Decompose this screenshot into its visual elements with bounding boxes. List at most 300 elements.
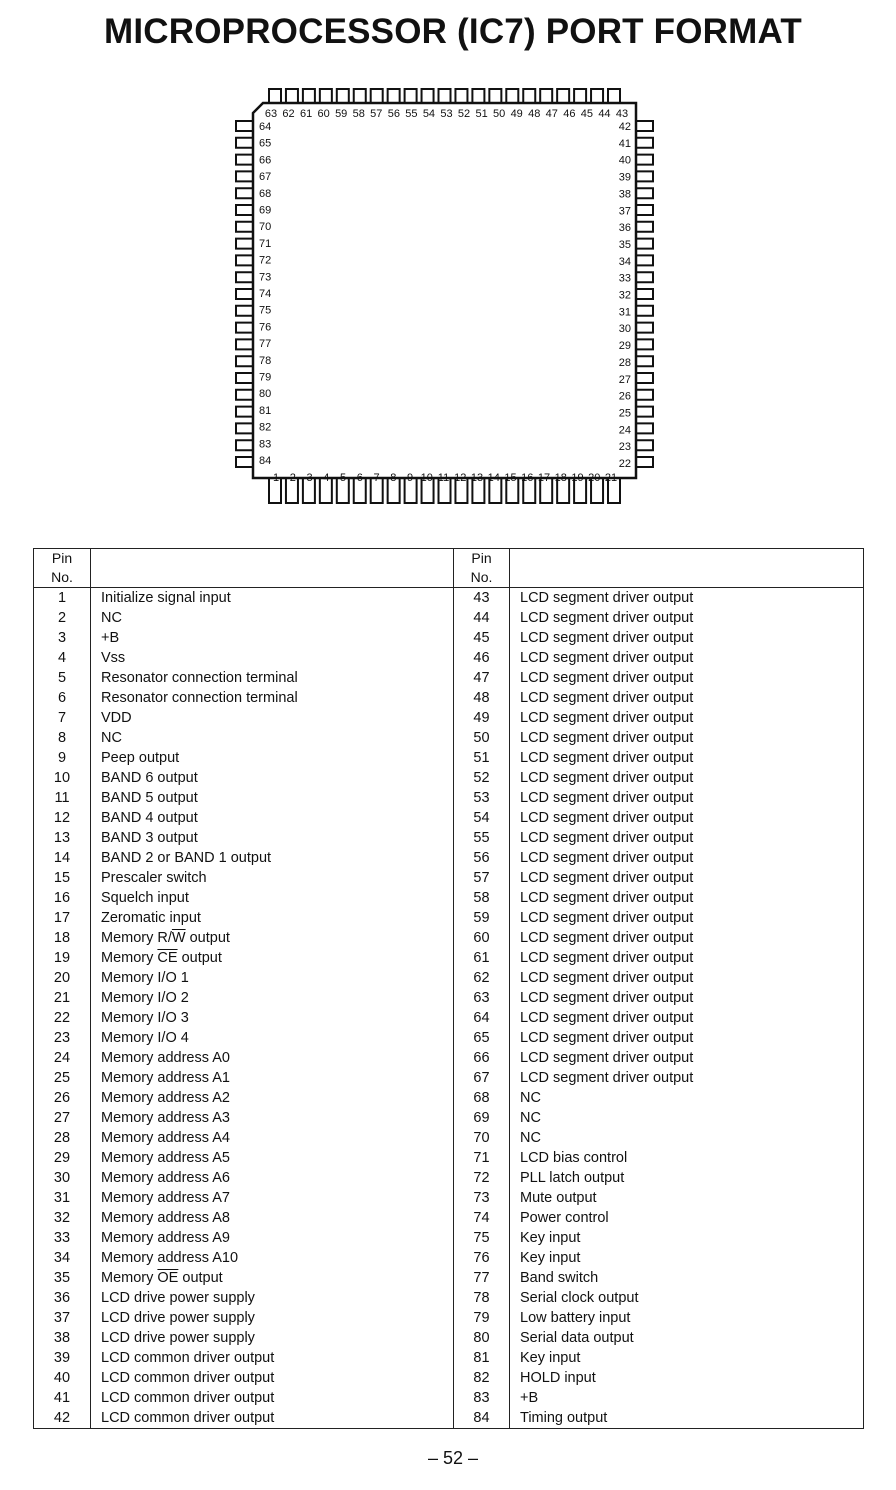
pin-function: LCD drive power supply xyxy=(91,1288,454,1308)
pin-number: 35 xyxy=(34,1268,91,1288)
pin-number-label: 16 xyxy=(521,472,534,484)
table-header-row xyxy=(34,568,864,588)
pin-number: 62 xyxy=(454,968,510,988)
ic-pin-lead xyxy=(636,255,653,265)
table-row xyxy=(34,888,864,908)
ic-pin-lead xyxy=(236,323,253,333)
pin-function: LCD common driver output xyxy=(91,1388,454,1408)
pin-function: Memory address A4 xyxy=(91,1128,454,1148)
active-low-signal: $\overline{OE}$ xyxy=(157,1270,179,1286)
pin-number-label: 27 xyxy=(618,373,631,386)
pin-number-label: 47 xyxy=(545,108,558,120)
pin-function: LCD segment driver output xyxy=(520,810,694,826)
pin-number-label: 45 xyxy=(580,108,594,120)
pin-number: 11 xyxy=(34,788,91,808)
pin-number: 23 xyxy=(34,1028,91,1048)
table-row xyxy=(34,748,864,768)
pin-number-label: 75 xyxy=(259,304,272,317)
pin-function-table xyxy=(33,548,864,1429)
ic-pin-lead xyxy=(523,89,535,103)
pin-number-label: 35 xyxy=(618,238,631,251)
pin-number-label: 21 xyxy=(604,472,618,484)
pin-number-label: 20 xyxy=(588,472,601,484)
pin-number: 61 xyxy=(454,948,510,968)
pin-number-label: 43 xyxy=(615,108,629,120)
ic-pin-lead xyxy=(591,89,603,103)
pin-number: 31 xyxy=(34,1188,91,1208)
table-row xyxy=(34,1208,864,1228)
table-row xyxy=(34,1148,864,1168)
pin-function: LCD segment driver output xyxy=(520,830,694,846)
ic-pin-lead xyxy=(636,171,653,181)
pin-function: LCD segment driver output xyxy=(520,930,694,946)
ic-pin-lead xyxy=(236,171,253,181)
pin-number: 9 xyxy=(34,748,91,768)
pin-number-label: 53 xyxy=(440,108,453,120)
pin-number-label: 51 xyxy=(475,108,488,120)
ic-pin-lead xyxy=(636,239,653,249)
pin-function: Resonator connection terminal xyxy=(91,688,454,708)
table-row xyxy=(34,1328,864,1348)
ic-pin-lead xyxy=(236,440,253,450)
pin-number-label: 31 xyxy=(618,306,631,319)
pin-number-label: 65 xyxy=(259,137,272,150)
ic-pin-lead xyxy=(636,356,653,366)
pin-number-label: 41 xyxy=(618,137,631,150)
table-row xyxy=(34,1288,864,1308)
ic-pin-lead xyxy=(636,423,653,433)
pin-number-label: 64 xyxy=(259,121,272,133)
table-row xyxy=(34,1248,864,1268)
pin-function: LCD segment driver output xyxy=(520,990,694,1006)
pin-function: LCD segment driver output xyxy=(520,670,694,686)
ic-pin-lead xyxy=(236,390,253,400)
pin-number: 55 xyxy=(454,828,510,848)
pin-number: 70 xyxy=(454,1128,510,1148)
table-row xyxy=(34,668,864,688)
page-number: – 52 – xyxy=(427,1448,479,1468)
pin-number-label: 6 xyxy=(356,472,363,484)
pin-number-label: 60 xyxy=(317,108,330,120)
pin-number: 80 xyxy=(454,1328,510,1348)
pin-number-label: 15 xyxy=(504,472,517,484)
pin-function: Prescaler switch xyxy=(91,868,454,888)
pin-function: Memory address A7 xyxy=(91,1188,454,1208)
pin-function: Peep output xyxy=(91,748,454,768)
pin-function: Memory I/O 2 xyxy=(91,988,454,1008)
table-row xyxy=(34,908,864,928)
pin-function: LCD segment driver output xyxy=(520,1010,694,1026)
pin-number: 7 xyxy=(34,708,91,728)
pin-function: LCD segment driver output xyxy=(520,1030,694,1046)
pin-number-label: 72 xyxy=(259,254,272,267)
pin-number: 73 xyxy=(454,1188,510,1208)
pin-number-label: 52 xyxy=(457,108,471,120)
pin-function: Memory I/O 4 xyxy=(91,1028,454,1048)
pin-function xyxy=(91,948,454,968)
pin-function: Memory address A5 xyxy=(91,1148,454,1168)
ic-pin-lead xyxy=(236,188,253,198)
table-row xyxy=(34,1008,864,1028)
pin-number-label: 9 xyxy=(406,472,414,484)
pin-number-label: 44 xyxy=(598,108,611,120)
pin-function: Initialize signal input xyxy=(91,588,454,609)
pin-function: LCD segment driver output xyxy=(520,690,694,706)
pin-function: Serial clock output xyxy=(520,1290,639,1306)
pin-number-label: 1 xyxy=(272,472,280,484)
pin-number: 43 xyxy=(454,588,510,609)
ic-pin-lead xyxy=(269,89,281,103)
pin-number: 5 xyxy=(34,668,91,688)
pin-number-label: 71 xyxy=(259,237,272,250)
pin-number: 76 xyxy=(454,1248,510,1268)
pin-number: 24 xyxy=(34,1048,91,1068)
ic-pin-lead xyxy=(636,188,653,198)
pin-number-label: 32 xyxy=(618,289,631,302)
pin-number-label: 73 xyxy=(259,271,272,284)
ic-pin-lead xyxy=(489,89,501,103)
pin-number: 32 xyxy=(34,1208,91,1228)
pin-function: Key input xyxy=(520,1350,581,1366)
table-row xyxy=(34,1188,864,1208)
ic-pin-lead xyxy=(236,121,253,131)
table-row xyxy=(34,608,864,628)
pin-function: LCD segment driver output xyxy=(520,950,694,966)
pin-function: LCD segment driver output xyxy=(520,870,694,886)
pin-number-label: 81 xyxy=(259,404,272,417)
pin-function: NC xyxy=(520,1130,541,1146)
pin-number-label: 69 xyxy=(259,204,272,217)
pin-function: LCD segment driver output xyxy=(520,910,694,926)
pin-number-label: 70 xyxy=(259,221,272,234)
pin-number-label: 11 xyxy=(437,472,450,484)
ic-pin-lead xyxy=(337,89,349,103)
pin-function-text: Memory xyxy=(101,950,158,966)
ic-pin-lead xyxy=(236,138,253,148)
ic-pin-lead xyxy=(236,155,253,165)
pin-number: 6 xyxy=(34,688,91,708)
table-row xyxy=(34,1168,864,1188)
pin-number: 53 xyxy=(454,788,510,808)
pin-number-label: 57 xyxy=(370,108,383,120)
pin-function: LCD common driver output xyxy=(91,1348,454,1368)
pin-number: 33 xyxy=(34,1228,91,1248)
pin-function: LCD bias control xyxy=(520,1150,628,1166)
ic-pin-lead xyxy=(236,407,253,417)
pin-number-label: 55 xyxy=(405,108,418,120)
pin-number-label: 28 xyxy=(618,356,631,369)
pin-number: 71 xyxy=(454,1148,510,1168)
ic-pin-lead xyxy=(236,306,253,316)
pin-function: NC xyxy=(91,728,454,748)
pin-function: Key input xyxy=(520,1250,581,1266)
pin-function: Memory I/O 1 xyxy=(91,968,454,988)
ic-pin-lead xyxy=(636,323,653,333)
table-row xyxy=(34,1108,864,1128)
ic-pin-lead xyxy=(422,89,434,103)
pin-number-label: 59 xyxy=(335,108,348,120)
pin-number: 72 xyxy=(454,1168,510,1188)
table-row xyxy=(34,1068,864,1088)
pin-number-label: 66 xyxy=(259,154,272,167)
ic-pin-lead xyxy=(472,89,484,103)
ic-pin-lead xyxy=(236,339,253,349)
pin-number: 54 xyxy=(454,808,510,828)
pin-number: 22 xyxy=(34,1008,91,1028)
table-row xyxy=(34,628,864,648)
pin-function: +B xyxy=(91,628,454,648)
pin-number: 48 xyxy=(454,688,510,708)
ic-pin-lead xyxy=(236,272,253,282)
table-row xyxy=(34,708,864,728)
pin-number-label: 39 xyxy=(618,171,631,184)
pin-number: 52 xyxy=(454,768,510,788)
table-row xyxy=(34,1088,864,1108)
no-header-right: No. xyxy=(454,568,510,588)
pin-number: 21 xyxy=(34,988,91,1008)
table-row xyxy=(34,1268,864,1288)
pin-function: Timing output xyxy=(520,1410,608,1426)
no-header-left: No. xyxy=(34,568,91,588)
pin-function: Mute output xyxy=(520,1190,597,1206)
ic-body xyxy=(253,103,636,478)
pin-number: 1 xyxy=(34,588,91,609)
ic-pin-lead xyxy=(354,89,366,103)
pin-function xyxy=(91,928,454,948)
pin-function: Squelch input xyxy=(91,888,454,908)
pin-number: 39 xyxy=(34,1348,91,1368)
pin-number: 45 xyxy=(454,628,510,648)
pin-number-label: 33 xyxy=(618,272,631,285)
pin-number-label: 50 xyxy=(493,108,506,120)
pin-number-label: 22 xyxy=(618,458,631,470)
ic-pin-lead xyxy=(574,89,586,103)
pin-function: LCD drive power supply xyxy=(91,1328,454,1348)
ic-pin-lead xyxy=(506,89,518,103)
ic-pin-lead xyxy=(636,390,653,400)
pin-number: 12 xyxy=(34,808,91,828)
pin-number-label: 17 xyxy=(537,472,551,484)
table-row xyxy=(34,788,864,808)
pin-function: LCD segment driver output xyxy=(520,630,694,646)
ic-pin-lead xyxy=(236,239,253,249)
pin-number-label: 62 xyxy=(282,108,295,120)
table-row xyxy=(34,1388,864,1408)
pin-number: 84 xyxy=(454,1408,510,1429)
ic-pin-leads xyxy=(236,89,653,503)
table-row xyxy=(34,988,864,1008)
pin-function: LCD segment driver output xyxy=(520,770,694,786)
ic-pin-lead xyxy=(236,457,253,467)
pin-number: 49 xyxy=(454,708,510,728)
pin-number: 3 xyxy=(34,628,91,648)
ic-pin-lead xyxy=(636,457,653,467)
pin-function: Memory address A10 xyxy=(91,1248,454,1268)
pin-number-label: 36 xyxy=(618,222,631,235)
pin-number: 75 xyxy=(454,1228,510,1248)
ic-pin-lead xyxy=(236,423,253,433)
pin-number: 38 xyxy=(34,1328,91,1348)
pin-function: Band switch xyxy=(520,1270,599,1286)
pin-function: Memory I/O 3 xyxy=(91,1008,454,1028)
ic-pin-lead xyxy=(636,272,653,282)
pin-number-label: 34 xyxy=(618,255,631,268)
pin-number-label: 19 xyxy=(571,472,584,484)
ic-pin-lead xyxy=(236,205,253,215)
pin-function: Memory address A9 xyxy=(91,1228,454,1248)
pin-number-label: 74 xyxy=(259,288,272,300)
pin-number-label: 26 xyxy=(618,390,631,403)
ic-pin-lead xyxy=(236,222,253,232)
pin-function: BAND 5 output xyxy=(91,788,454,808)
pin-function: LCD segment driver output xyxy=(520,590,694,606)
pin-number-label: 25 xyxy=(618,407,631,420)
pin-number-label: 49 xyxy=(510,108,523,120)
pin-function: LCD segment driver output xyxy=(520,850,694,866)
pin-number: 13 xyxy=(34,828,91,848)
ic-pin-lead xyxy=(636,155,653,165)
pin-number: 58 xyxy=(454,888,510,908)
table-row xyxy=(34,968,864,988)
pin-number: 19 xyxy=(34,948,91,968)
pin-number: 64 xyxy=(454,1008,510,1028)
table-row xyxy=(34,1308,864,1328)
pin-number-label: 56 xyxy=(387,108,400,120)
pin-number-label: 4 xyxy=(323,472,330,484)
pin-function: LCD segment driver output xyxy=(520,710,694,726)
ic-package-outline xyxy=(253,103,636,478)
table-row xyxy=(34,808,864,828)
pin-number-label: 42 xyxy=(618,121,631,133)
pin-number: 78 xyxy=(454,1288,510,1308)
pin-number: 79 xyxy=(454,1308,510,1328)
ic-pin-lead xyxy=(455,89,467,103)
pin-number-label: 68 xyxy=(259,187,272,200)
pin-number: 50 xyxy=(454,728,510,748)
ic-pin-numbers xyxy=(259,108,631,484)
pin-number: 27 xyxy=(34,1108,91,1128)
pin-function: LCD segment driver output xyxy=(520,790,694,806)
pin-number: 8 xyxy=(34,728,91,748)
page-title: MICROPROCESSOR (IC7) PORT FORMAT xyxy=(104,12,802,51)
pin-function: Resonator connection terminal xyxy=(91,668,454,688)
table-row xyxy=(34,768,864,788)
pin-function: LCD segment driver output xyxy=(520,730,694,746)
table-row xyxy=(34,1048,864,1068)
pin-number: 65 xyxy=(454,1028,510,1048)
pin-number-label: 84 xyxy=(259,455,272,467)
pin-number-label: 5 xyxy=(339,472,347,484)
pin-function: PLL latch output xyxy=(520,1170,625,1186)
pin-function: LCD segment driver output xyxy=(520,890,694,906)
pin-number: 60 xyxy=(454,928,510,948)
pin-function: Key input xyxy=(520,1230,581,1246)
pin-function: LCD common driver output xyxy=(91,1368,454,1388)
pin-function: LCD segment driver output xyxy=(520,970,694,986)
pin-function-text: output xyxy=(178,1270,223,1286)
pin-function-text: output xyxy=(177,950,222,966)
pin-header-right: Pin xyxy=(454,549,510,569)
pin-number-label: 38 xyxy=(618,188,631,201)
pin-number: 36 xyxy=(34,1288,91,1308)
pin-number: 17 xyxy=(34,908,91,928)
ic-pin-lead xyxy=(636,205,653,215)
table-row xyxy=(34,848,864,868)
pin-function: Power control xyxy=(520,1210,609,1226)
ic-pin-lead xyxy=(236,289,253,299)
pin-number: 15 xyxy=(34,868,91,888)
pin-function: LCD segment driver output xyxy=(520,650,694,666)
pin-header-left: Pin xyxy=(34,549,91,569)
ic-pin-lead xyxy=(636,306,653,316)
pin-number: 47 xyxy=(454,668,510,688)
pin-number: 74 xyxy=(454,1208,510,1228)
pin-number-label: 58 xyxy=(352,108,365,120)
pin-function: BAND 6 output xyxy=(91,768,454,788)
pin-function-text: Memory xyxy=(101,1270,158,1286)
pin-number: 82 xyxy=(454,1368,510,1388)
pin-function: NC xyxy=(91,608,454,628)
pin-number: 69 xyxy=(454,1108,510,1128)
pin-function: Memory address A0 xyxy=(91,1048,454,1068)
pin-number-label: 54 xyxy=(422,108,436,120)
pin-number-label: 83 xyxy=(259,438,272,451)
pin-number: 16 xyxy=(34,888,91,908)
pin-function: LCD drive power supply xyxy=(91,1308,454,1328)
pin-function: Memory address A2 xyxy=(91,1088,454,1108)
ic-pin-lead xyxy=(540,89,552,103)
pin-number-label: 24 xyxy=(618,424,631,437)
pin-number-label: 8 xyxy=(390,472,397,484)
pin-number: 63 xyxy=(454,988,510,1008)
pin-function: LCD common driver output xyxy=(91,1408,454,1429)
pin-number-label: 29 xyxy=(618,340,631,353)
pin-number-label: 67 xyxy=(259,171,272,184)
ic-pin-lead xyxy=(636,373,653,383)
pin-number-label: 10 xyxy=(420,472,433,484)
pin-number: 77 xyxy=(454,1268,510,1288)
pin-function: HOLD input xyxy=(520,1370,596,1386)
pin-number: 25 xyxy=(34,1068,91,1088)
table-row xyxy=(34,1408,864,1429)
pin-function: LCD segment driver output xyxy=(520,610,694,626)
ic-pin-lead xyxy=(320,89,332,103)
pin-function xyxy=(91,1268,454,1288)
pin-number-label: 30 xyxy=(618,323,631,336)
ic-pin-lead xyxy=(388,89,400,103)
ic-pin-lead xyxy=(557,89,569,103)
ic-pin-lead xyxy=(303,89,315,103)
table-row xyxy=(34,728,864,748)
table-row xyxy=(34,1128,864,1148)
pin-number: 10 xyxy=(34,768,91,788)
pin-function: Memory address A3 xyxy=(91,1108,454,1128)
ic-pin-lead xyxy=(236,255,253,265)
pin-function: NC xyxy=(520,1110,541,1126)
pin-function: LCD segment driver output xyxy=(520,750,694,766)
ic-pin-diagram xyxy=(0,0,896,520)
pin-number: 41 xyxy=(34,1388,91,1408)
pin-function: Serial data output xyxy=(520,1330,634,1346)
pin-number: 81 xyxy=(454,1348,510,1368)
pin-number: 28 xyxy=(34,1128,91,1148)
pin-function: Zeromatic input xyxy=(91,908,454,928)
table-row xyxy=(34,588,864,609)
pin-number: 37 xyxy=(34,1308,91,1328)
pin-function: BAND 3 output xyxy=(91,828,454,848)
ic-pin-lead xyxy=(636,121,653,131)
pin-number-label: 7 xyxy=(373,472,380,484)
